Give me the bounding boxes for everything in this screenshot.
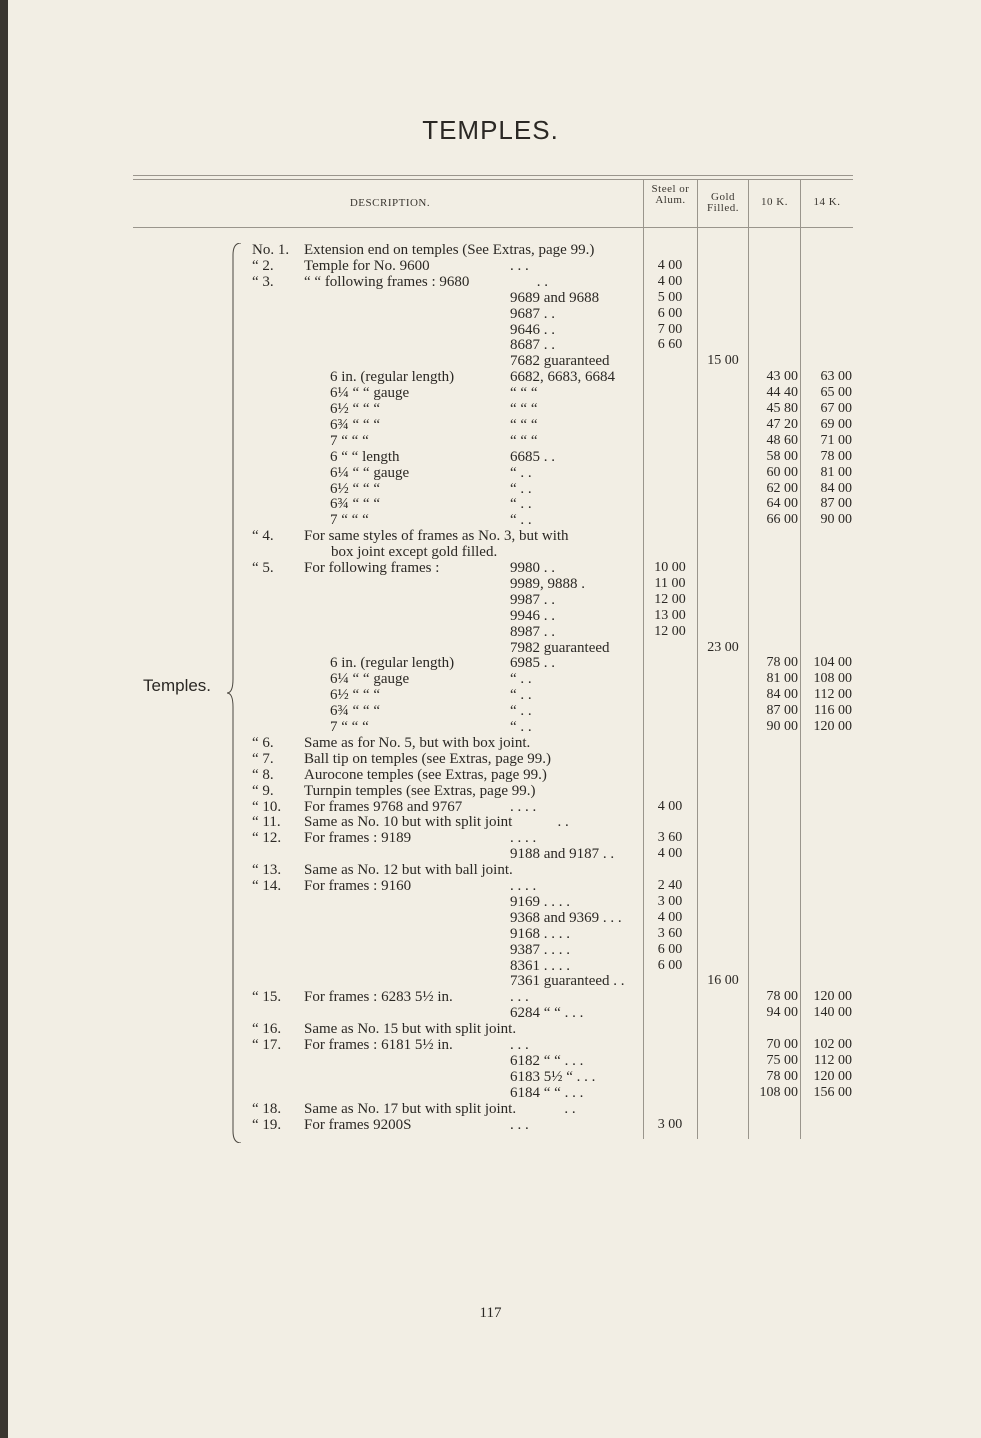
item-description: Temple for No. 9600 xyxy=(304,257,430,274)
frame-numbers: 7361 guaranteed . . xyxy=(510,973,625,990)
item-number: “ 18. xyxy=(252,1100,282,1117)
header-bottom-rule xyxy=(133,227,853,228)
table-row xyxy=(0,783,981,799)
table-row xyxy=(0,417,981,433)
steel-price: 3 00 xyxy=(657,893,683,909)
header-top-rule-2 xyxy=(133,179,853,180)
price-14k: 120 00 xyxy=(813,989,852,1005)
table-row xyxy=(0,576,981,592)
price-14k: 81 00 xyxy=(820,464,852,480)
price-10k: 66 00 xyxy=(766,512,798,528)
frame-numbers: 9980 . . xyxy=(510,560,555,576)
table-row xyxy=(0,973,981,989)
item-description: For following frames : xyxy=(304,560,440,576)
item-description: For frames 9768 and 9767 xyxy=(304,798,463,815)
column-header-gold-text: Gold Filled. xyxy=(707,191,739,214)
table-row xyxy=(0,878,981,894)
price-10k: 44 40 xyxy=(766,385,798,401)
steel-price: 3 00 xyxy=(657,1116,683,1132)
table-row xyxy=(0,846,981,862)
size-spec: 6¼ “ “ gauge xyxy=(330,464,410,481)
table-row xyxy=(0,401,981,417)
price-14k: 112 00 xyxy=(814,1052,852,1068)
item-description: Same as No. 12 but with ball joint. xyxy=(304,862,513,879)
frame-numbers: . . . . xyxy=(510,798,537,815)
price-10k: 87 00 xyxy=(766,703,798,719)
price-10k: 62 00 xyxy=(766,480,798,496)
item-description: Aurocone temples (see Extras, page 99.) xyxy=(304,766,547,783)
table-row xyxy=(0,687,981,703)
item-description: For frames 9200S xyxy=(304,1116,412,1133)
frame-numbers: . . xyxy=(536,273,549,290)
frame-numbers: 7682 guaranteed xyxy=(510,353,610,370)
price-14k: 69 00 xyxy=(820,416,852,432)
frame-numbers: . . xyxy=(557,814,569,831)
table-row xyxy=(0,544,981,560)
frame-numbers: “ . . xyxy=(510,496,532,513)
frame-numbers: 9188 and 9187 . . xyxy=(510,846,615,863)
table-row xyxy=(0,608,981,624)
table-row xyxy=(0,465,981,481)
size-spec: 6 in. (regular length) xyxy=(330,369,455,386)
price-10k: 45 80 xyxy=(766,401,798,416)
item-number: “ 3. xyxy=(252,273,274,290)
steel-price: 4 00 xyxy=(657,909,683,925)
table-row xyxy=(0,655,981,671)
frame-numbers: “ “ “ xyxy=(510,416,538,433)
size-spec: 7 “ “ “ xyxy=(330,512,369,529)
frame-numbers: 9987 . . xyxy=(510,591,555,608)
gold-filled-price: 15 00 xyxy=(707,353,739,369)
size-spec: 6¾ “ “ “ xyxy=(330,416,380,433)
price-14k: 78 00 xyxy=(820,448,852,464)
price-14k: 104 00 xyxy=(813,655,852,671)
frame-numbers: 6183 5½ “ . . . xyxy=(510,1068,596,1085)
frame-numbers: “ “ “ xyxy=(510,432,538,449)
frame-numbers: 9368 and 9369 . . . xyxy=(510,909,622,926)
item-description: For frames : 9160 xyxy=(304,878,412,894)
item-description: Same as No. 17 but with split joint. xyxy=(304,1100,517,1117)
item-description: Extension end on temples (See Extras, page 99.) xyxy=(304,242,595,258)
price-14k: 84 00 xyxy=(820,480,852,496)
table-row xyxy=(0,735,981,751)
price-10k: 43 00 xyxy=(766,369,798,385)
table-row xyxy=(0,703,981,719)
frame-numbers: 8987 . . xyxy=(510,623,555,640)
price-14k: 71 00 xyxy=(820,432,852,448)
size-spec: 7 “ “ “ xyxy=(330,432,369,449)
frame-numbers: . . . . xyxy=(510,878,537,894)
price-14k: 120 00 xyxy=(813,719,852,734)
frame-numbers: 9689 and 9688 xyxy=(510,289,600,306)
table-row xyxy=(0,258,981,274)
size-spec: 6½ “ “ “ xyxy=(330,480,380,497)
size-spec: 6¼ “ “ gauge xyxy=(330,671,410,688)
frame-numbers: “ . . xyxy=(510,480,532,497)
frame-numbers: . . . xyxy=(510,257,529,274)
price-10k: 47 20 xyxy=(766,416,798,432)
item-description: “ “ following frames : 9680 xyxy=(304,273,470,290)
item-number: “ 5. xyxy=(252,560,274,576)
frame-numbers: 6284 “ “ . . . xyxy=(510,1005,584,1022)
frame-numbers: . . . xyxy=(510,989,529,1006)
item-description: For frames : 9189 xyxy=(304,830,412,847)
price-14k: 112 00 xyxy=(814,687,852,703)
steel-price: 6 00 xyxy=(657,941,683,957)
price-14k: 65 00 xyxy=(820,385,852,401)
column-header-10k: 10 K. xyxy=(761,196,788,208)
frame-numbers: 9168 . . . . xyxy=(510,925,570,942)
steel-price: 12 00 xyxy=(654,623,686,639)
item-number: “ 11. xyxy=(252,814,281,831)
table-row xyxy=(0,624,981,640)
frame-numbers: 8361 . . . . xyxy=(510,957,570,974)
price-14k: 90 00 xyxy=(820,512,852,528)
frame-numbers: “ “ “ xyxy=(510,401,538,417)
item-number: “ 10. xyxy=(252,798,282,815)
steel-price: 13 00 xyxy=(654,607,686,623)
table-row xyxy=(0,385,981,401)
steel-price: 6 00 xyxy=(657,957,683,973)
column-header-description: DESCRIPTION. xyxy=(349,197,431,209)
steel-price: 12 00 xyxy=(654,591,686,607)
frame-numbers: 7982 guaranteed xyxy=(510,639,610,656)
frame-numbers: . . . xyxy=(510,1116,529,1133)
item-number: “ 13. xyxy=(252,862,282,879)
frame-numbers: . . . . xyxy=(510,830,537,847)
size-spec: 7 “ “ “ xyxy=(330,719,369,735)
steel-price: 6 00 xyxy=(657,305,683,321)
price-10k: 81 00 xyxy=(766,671,798,687)
price-14k: 67 00 xyxy=(820,401,852,416)
size-spec: 6 “ “ length xyxy=(330,448,400,465)
table-row xyxy=(0,449,981,465)
price-14k: 108 00 xyxy=(813,671,852,687)
steel-price: 4 00 xyxy=(657,257,683,273)
steel-price: 6 60 xyxy=(657,337,683,353)
frame-numbers: 6685 . . xyxy=(510,448,555,465)
item-description: For frames : 6283 5½ in. xyxy=(304,989,453,1006)
column-header-steel-text: Steel or Alum. xyxy=(651,183,690,206)
item-number: “ 17. xyxy=(252,1037,282,1053)
table-row xyxy=(0,592,981,608)
size-spec: 6¾ “ “ “ xyxy=(330,496,380,513)
header-top-rule xyxy=(133,175,853,176)
price-14k: 116 00 xyxy=(814,703,852,719)
size-spec: 6½ “ “ “ xyxy=(330,687,380,704)
item-number: “ 2. xyxy=(252,257,274,274)
frame-numbers: “ . . xyxy=(510,703,532,720)
table-row xyxy=(0,1053,981,1069)
size-spec: 6¾ “ “ “ xyxy=(330,703,380,720)
size-spec: 6¼ “ “ gauge xyxy=(330,385,410,402)
table-row xyxy=(0,1085,981,1101)
table-row xyxy=(0,814,981,830)
frame-numbers: 9989, 9888 . xyxy=(510,575,585,592)
size-spec: 6 in. (regular length) xyxy=(330,655,455,672)
price-10k: 70 00 xyxy=(766,1037,798,1052)
steel-price: 4 00 xyxy=(657,798,683,814)
frame-numbers: “ . . xyxy=(510,512,532,529)
price-10k: 78 00 xyxy=(766,989,798,1005)
item-number: “ 12. xyxy=(252,830,282,847)
gold-filled-price: 16 00 xyxy=(707,973,739,989)
item-number: “ 16. xyxy=(252,1021,282,1038)
item-number: No. 1. xyxy=(252,242,290,258)
price-10k: 75 00 xyxy=(766,1052,798,1068)
frame-numbers: 9946 . . xyxy=(510,607,555,624)
price-10k: 60 00 xyxy=(766,464,798,480)
steel-price: 11 00 xyxy=(654,575,686,591)
item-description: Same as for No. 5, but with box joint. xyxy=(304,734,531,751)
frame-numbers: . . . xyxy=(510,1037,529,1053)
table-row xyxy=(0,496,981,512)
table-row xyxy=(0,1101,981,1117)
price-10k: 58 00 xyxy=(766,448,798,464)
table-row xyxy=(0,306,981,322)
item-description: For same styles of frames as No. 3, but with xyxy=(304,528,569,545)
table-row xyxy=(0,433,981,449)
table-row xyxy=(0,799,981,815)
column-header-steel xyxy=(644,184,697,206)
frame-numbers: 6184 “ “ . . . xyxy=(510,1084,584,1101)
table-row xyxy=(0,290,981,306)
steel-price: 7 00 xyxy=(657,321,683,337)
item-number: “ 8. xyxy=(252,766,274,783)
table-row xyxy=(0,1005,981,1021)
table-row xyxy=(0,242,981,258)
price-10k: 94 00 xyxy=(766,1005,798,1021)
price-10k: 64 00 xyxy=(766,496,798,512)
price-10k: 78 00 xyxy=(766,655,798,671)
item-description: Ball tip on temples (see Extras, page 99.) xyxy=(304,750,552,767)
table-row xyxy=(0,560,981,576)
table-row xyxy=(0,1117,981,1133)
frame-numbers: 8687 . . xyxy=(510,337,555,354)
price-14k: 156 00 xyxy=(813,1084,852,1100)
gold-filled-price: 23 00 xyxy=(707,639,739,655)
item-number: “ 9. xyxy=(252,782,274,799)
frame-numbers: . . xyxy=(564,1100,576,1117)
table-row xyxy=(0,926,981,942)
price-14k: 120 00 xyxy=(813,1068,852,1084)
table-row xyxy=(0,767,981,783)
frame-numbers: 9169 . . . . xyxy=(510,893,570,910)
steel-price: 3 60 xyxy=(657,830,683,846)
steel-price: 3 60 xyxy=(657,925,683,941)
steel-price: 2 40 xyxy=(657,878,683,893)
price-10k: 84 00 xyxy=(766,687,798,703)
column-header-14k: 14 K. xyxy=(813,196,841,208)
price-10k: 48 60 xyxy=(766,432,798,448)
frame-numbers: “ . . xyxy=(510,687,532,704)
frame-numbers: “ . . xyxy=(510,671,532,688)
item-description-continued: box joint except gold filled. xyxy=(331,544,498,561)
table-row xyxy=(0,830,981,846)
frame-numbers: “ “ “ xyxy=(510,385,538,402)
item-number: “ 4. xyxy=(252,528,274,545)
price-10k: 108 00 xyxy=(759,1084,798,1100)
item-description: Turnpin temples (see Extras, page 99.) xyxy=(304,782,536,799)
column-header-gold xyxy=(698,192,748,214)
page-number: 117 xyxy=(479,1305,502,1321)
size-spec: 6½ “ “ “ xyxy=(330,401,380,417)
frame-numbers: 9646 . . xyxy=(510,321,555,338)
table-row xyxy=(0,640,981,656)
table-row xyxy=(0,671,981,687)
table-row xyxy=(0,481,981,497)
price-14k: 63 00 xyxy=(820,369,852,385)
table-row xyxy=(0,512,981,528)
price-14k: 87 00 xyxy=(820,496,852,512)
table-row xyxy=(0,528,981,544)
price-14k: 102 00 xyxy=(813,1037,852,1052)
frame-numbers: “ . . xyxy=(510,719,532,735)
table-row xyxy=(0,337,981,353)
frame-numbers: 6682, 6683, 6684 xyxy=(510,369,615,386)
item-description: Same as No. 15 but with split joint. xyxy=(304,1021,517,1038)
table-row xyxy=(0,1021,981,1037)
table-row xyxy=(0,369,981,385)
item-number: “ 7. xyxy=(252,750,274,767)
table-row xyxy=(0,894,981,910)
steel-price: 4 00 xyxy=(657,273,683,289)
table-row xyxy=(0,989,981,1005)
page-title: TEMPLES. xyxy=(422,115,559,145)
price-10k: 90 00 xyxy=(766,719,798,734)
item-number: “ 19. xyxy=(252,1116,282,1133)
frame-numbers: 6182 “ “ . . . xyxy=(510,1052,584,1069)
steel-price: 4 00 xyxy=(657,846,683,862)
table-row xyxy=(0,1069,981,1085)
table-row xyxy=(0,910,981,926)
table-row xyxy=(0,1037,981,1053)
table-row xyxy=(0,942,981,958)
steel-price: 10 00 xyxy=(654,560,686,575)
item-number: “ 15. xyxy=(252,989,282,1006)
price-14k: 140 00 xyxy=(813,1005,852,1021)
table-row xyxy=(0,322,981,338)
frame-numbers: 9387 . . . . xyxy=(510,941,570,958)
table-row xyxy=(0,274,981,290)
table-row xyxy=(0,862,981,878)
price-10k: 78 00 xyxy=(766,1068,798,1084)
item-description: Same as No. 10 but with split joint xyxy=(304,814,513,831)
table-row xyxy=(0,958,981,974)
frame-numbers: 9687 . . xyxy=(510,305,555,322)
item-number: “ 14. xyxy=(252,878,282,894)
side-label: Temples. xyxy=(143,676,212,695)
item-description: For frames : 6181 5½ in. xyxy=(304,1037,453,1053)
table-row xyxy=(0,719,981,735)
frame-numbers: 6985 . . xyxy=(510,655,555,672)
table-row xyxy=(0,353,981,369)
item-number: “ 6. xyxy=(252,734,274,751)
table-row xyxy=(0,751,981,767)
steel-price: 5 00 xyxy=(657,289,683,305)
frame-numbers: “ . . xyxy=(510,464,532,481)
